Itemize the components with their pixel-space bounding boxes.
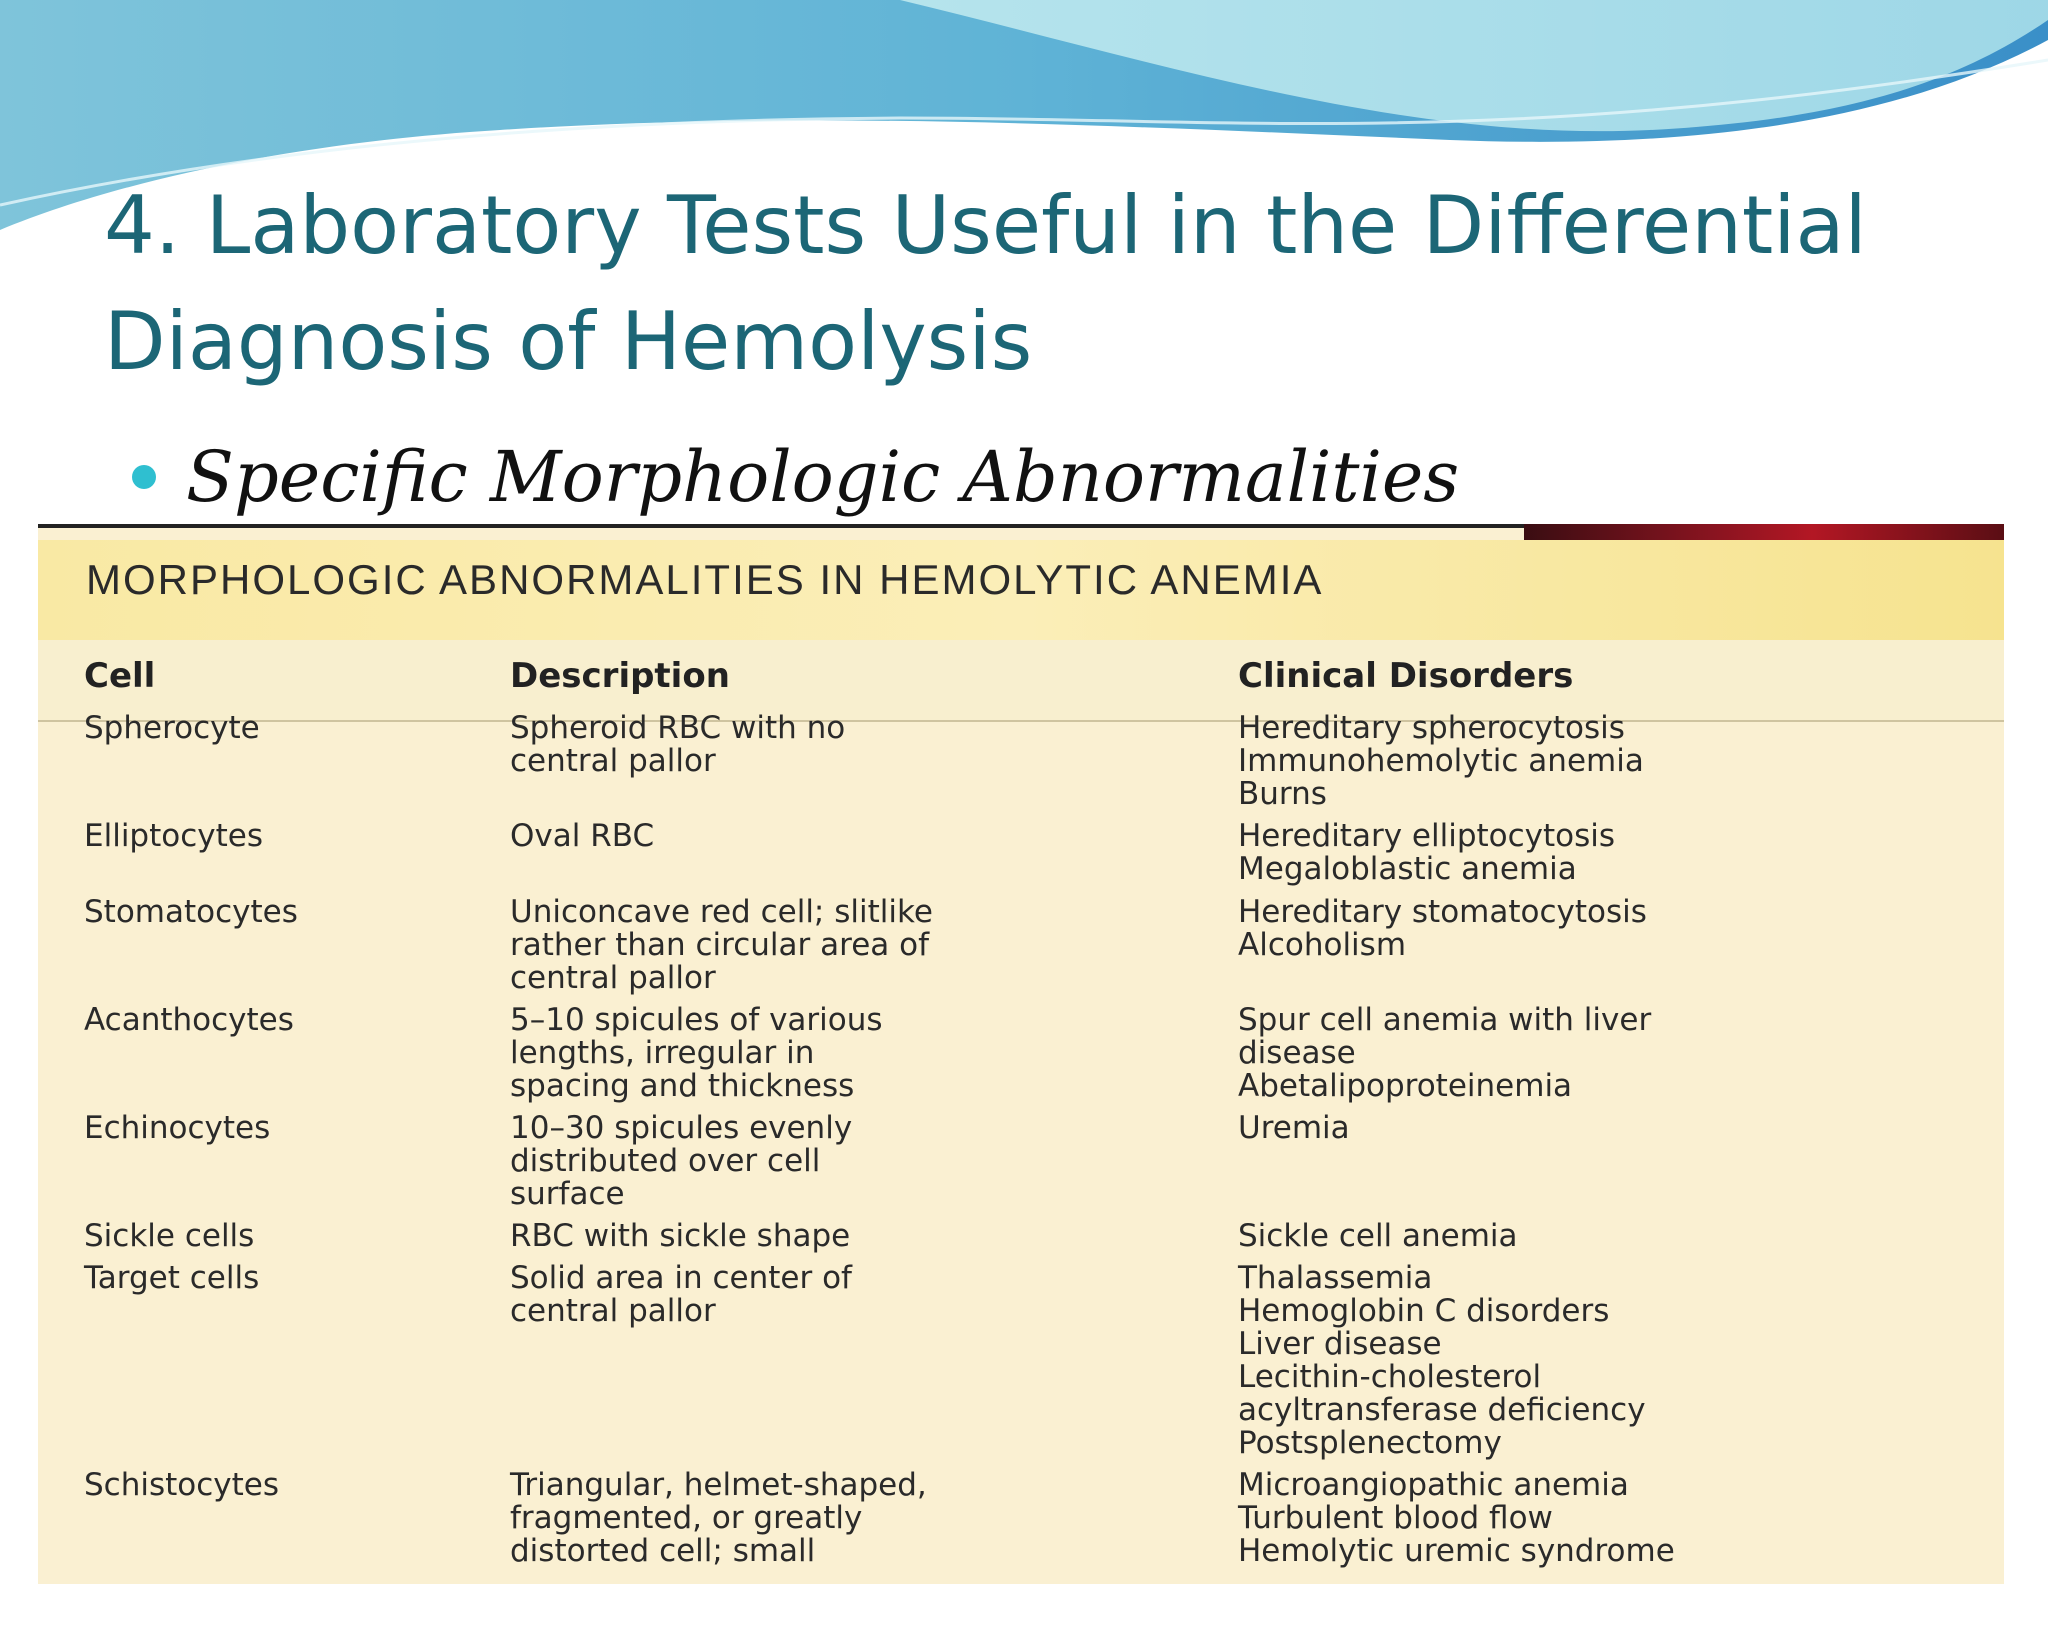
slide-title [104, 168, 2004, 400]
header-cell: Cell [84, 656, 156, 696]
description-line: central pallor [510, 743, 716, 779]
description-line: Oval RBC [510, 818, 655, 854]
description-line: Uniconcave red cell; slitlike [510, 894, 933, 930]
bullet-text: Specific Morphologic Abnormalities [186, 436, 1460, 518]
description-line: 10–30 spicules evenly [510, 1110, 853, 1146]
header-clinical-disorders: Clinical Disorders [1238, 656, 1574, 696]
description-line: fragmented, or greatly [510, 1500, 863, 1536]
row-cell-name: Echinocytes [84, 1110, 271, 1146]
row-cell-name: Acanthocytes [84, 1002, 294, 1038]
row-cell-name: Stomatocytes [84, 894, 298, 930]
row-description [510, 1262, 852, 1328]
decorative-red-corner [1524, 524, 2004, 540]
description-line: central pallor [510, 960, 716, 996]
description-line: distributed over cell [510, 1143, 821, 1179]
row-description [510, 896, 933, 995]
description-line: RBC with sickle shape [510, 1218, 851, 1254]
row-clinical-disorders [1238, 1220, 1518, 1253]
row-description [510, 1220, 850, 1253]
description-line: rather than circular area of [510, 927, 929, 963]
header-description: Description [510, 656, 730, 696]
row-clinical-disorders [1238, 1262, 1646, 1460]
description-line: central pallor [510, 1293, 716, 1329]
row-clinical-disorders [1238, 820, 1615, 886]
disorder-line: Postsplenectomy [1238, 1425, 1502, 1461]
description-line: Solid area in center of [510, 1260, 852, 1296]
description-line: distorted cell; small [510, 1533, 816, 1569]
disorder-line: Liver disease [1238, 1326, 1442, 1362]
description-line: lengths, irregular in [510, 1035, 815, 1071]
row-clinical-disorders [1238, 712, 1644, 811]
disorder-line: Megaloblastic anemia [1238, 851, 1577, 887]
disorder-line: Alcoholism [1238, 927, 1407, 963]
table-caption: MORPHOLOGIC ABNORMALITIES IN HEMOLYTIC ANEMIA [86, 556, 1324, 603]
description-line: surface [510, 1176, 625, 1212]
row-clinical-disorders [1238, 1004, 1651, 1103]
disorder-line: Uremia [1238, 1110, 1350, 1146]
disorder-line: Turbulent blood flow [1238, 1500, 1553, 1536]
row-cell-name: Schistocytes [84, 1467, 280, 1503]
disorder-line: Immunohemolytic anemia [1238, 743, 1644, 779]
row-cell-name: Target cells [84, 1260, 260, 1296]
disorder-line: Hemolytic uremic syndrome [1238, 1533, 1675, 1569]
disorder-line: Thalassemia [1238, 1260, 1433, 1296]
description-line: 5–10 spicules of various [510, 1002, 883, 1038]
disorder-line: Abetalipoproteinemia [1238, 1068, 1573, 1104]
row-cell-name: Elliptocytes [84, 818, 263, 854]
description-line: Triangular, helmet-shaped, [510, 1467, 927, 1503]
row-clinical-disorders [1238, 1112, 1350, 1145]
disorder-line: Hereditary stomatocytosis [1238, 894, 1647, 930]
description-line: spacing and thickness [510, 1068, 855, 1104]
row-clinical-disorders [1238, 1469, 1675, 1568]
disorder-line: Lecithin-cholesterol [1238, 1359, 1542, 1395]
row-description [510, 712, 845, 778]
table-header-row [38, 640, 2004, 722]
disorder-line: Spur cell anemia with liver [1238, 1002, 1652, 1038]
row-cell-name: Sickle cells [84, 1218, 255, 1254]
slide-title-line-1: 4. Laboratory Tests Useful in the Differential [104, 179, 1867, 272]
disorder-line: Microangiopathic anemia [1238, 1467, 1629, 1503]
disorder-line: Burns [1238, 776, 1327, 812]
disorder-line: Hereditary spherocytosis [1238, 710, 1625, 746]
row-description [510, 1112, 852, 1211]
bullet-dot-icon [132, 465, 156, 489]
row-description [510, 1004, 883, 1103]
row-clinical-disorders [1238, 896, 1647, 962]
disorder-line: acyltransferase deficiency [1238, 1392, 1646, 1428]
disorder-line: Sickle cell anemia [1238, 1218, 1518, 1254]
row-cell-name: Spherocyte [84, 710, 260, 746]
disorder-line: Hereditary elliptocytosis [1238, 818, 1616, 854]
morphology-table [38, 524, 2004, 1584]
row-description [510, 1469, 927, 1568]
disorder-line: Hemoglobin C disorders [1238, 1293, 1610, 1329]
bullet-item [132, 436, 1459, 518]
disorder-line: disease [1238, 1035, 1356, 1071]
row-description [510, 820, 654, 853]
slide-title-line-2: Diagnosis of Hemolysis [104, 295, 1033, 388]
description-line: Spheroid RBC with no [510, 710, 846, 746]
